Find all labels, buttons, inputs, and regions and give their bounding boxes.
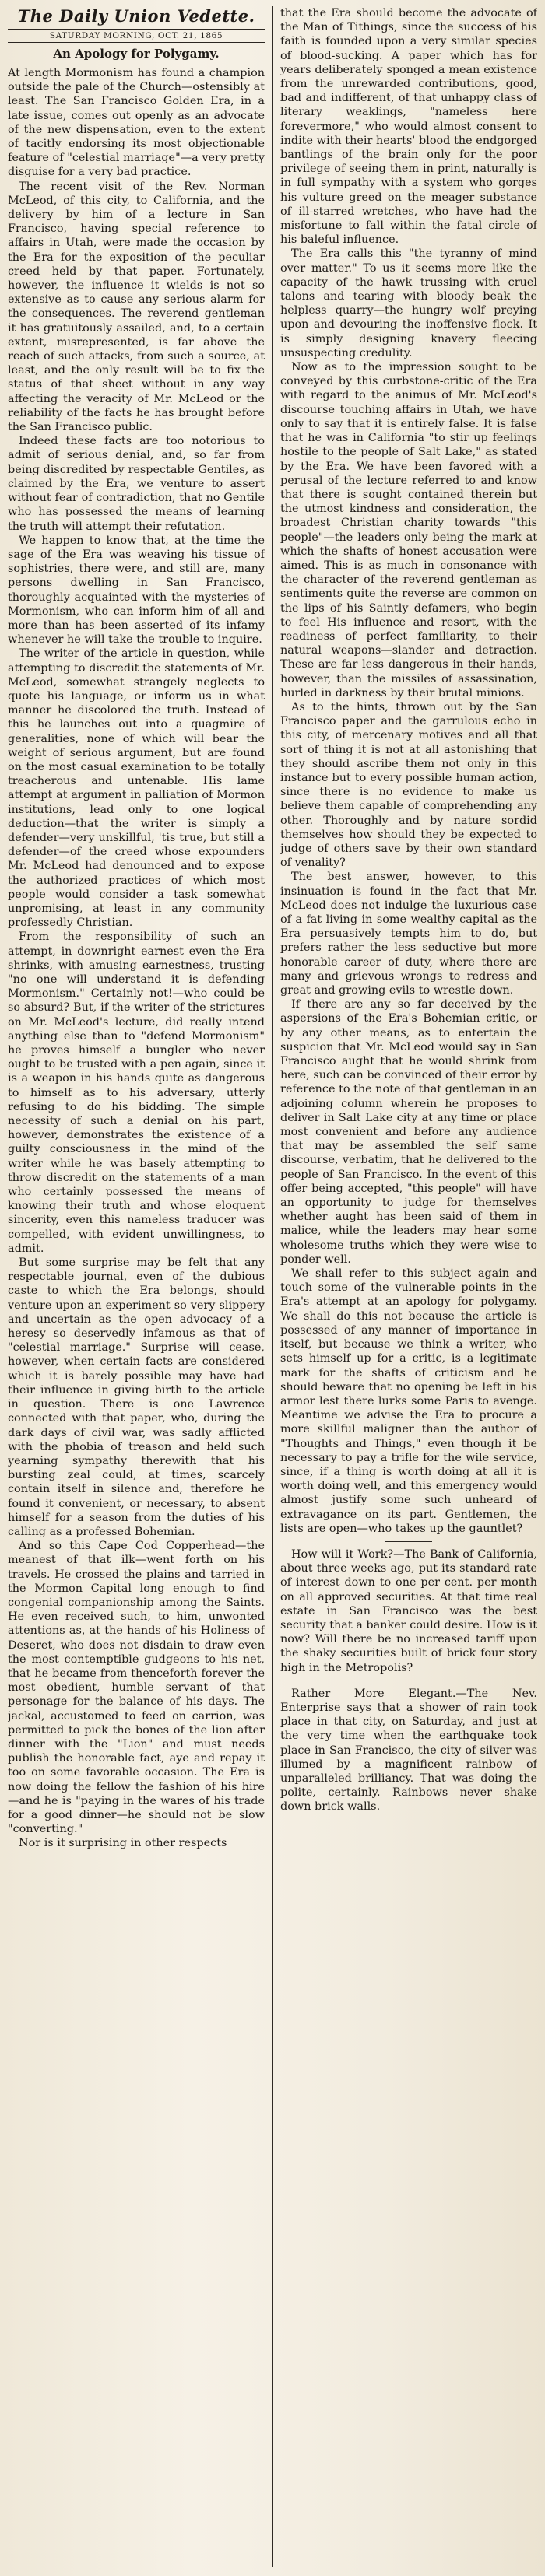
- page-columns: [8, 6, 537, 2567]
- article-continuation: [280, 6, 537, 1536]
- article-paragraph: The writer of the article in question, while attempting to discredit the statements of Mr. McLeod, somewhat strangely neglects to quote his language, or inform us in what manner he discolored the truth. Instead of this he launches out into a quagmire of generalities, none of which will bear the weight of serious argument, but are found on the most casual examination to be totally treacherous and untenable. His lame attempt at argument in palliation of Mormon institutions, lead only to one logical deduction—that the writer is simply a defender—very unskillful, 'tis true, but still a defender—of the creed whose expounders Mr. McLeod had denounced and to expose the authorized practices of which most people would consider a task somewhat unpromising, at least in any community professedly Christian.: [8, 647, 265, 930]
- article-divider: [385, 1541, 432, 1542]
- article-paragraph: We shall refer to this subject again and touch some of the vulnerable points in the Era's attempt at an apology for polygamy. We shall do this not because the article is possessed of any manner of importance in itself, but because we think a writer, who sets himself up for a critic, is a legitimate mark for the shafts of criticism and he should beware that no opening be left in his armor lest there lurks some Paris to avenge. Meantime we advise the Era to procure a more skillful maligner than the author of "Thoughts and Things," even though it be necessary to pay a trifle for the wile service, since, if a thing is worth doing at all it is worth doing well, and this emergency would almost justify some such unheard of extravagance on its part. Gentlemen, the lists are open—who takes up the gauntlet?: [280, 1267, 537, 1535]
- article-paragraph: How will it Work?—The Bank of California, about three weeks ago, put its standard rate of interest down to one per cent. per month on all approved securities. At that time real estate in San Francisco was the best security that a banker could desire. How is it now? Will there be no increased tariff upon the shaky securities built of brick four story high in the Metropolis?: [280, 1547, 537, 1674]
- article-paragraph: And so this Cape Cod Copperhead—the meanest of that ilk—went forth on his travels. He crossed the plains and tarried in the Mormon Capital long enough to find congenial companionship among the Saints. He even received such, to him, unwonted attentions as, at the hands of his Holiness of Deseret, who does not disdain to draw even the most contemptible gudgeons to his net, that he became from thenceforth forever the most obedient, humble servant of that personage for the balance of his days. The jackal, accustomed to feed on carrion, was permitted to pick the bones of the lion after dinner with the "Lion" and must needs publish the honorable fact, aye and repay it too on some favorable occasion. The Era is now doing the fellow the fashion of his hire—and he is "paying in the wares of his trade for a good dinner—he should not be slow "converting.": [8, 1540, 265, 1836]
- right-column: [280, 6, 537, 2567]
- article-paragraph: If there are any so far deceived by the aspersions of the Era's Bohemian critic, or by any other means, as to entertain the suspicion that Mr. McLeod would say in San Francisco aught that he would shrink from here, such can be convinced of their error by reference to the note of that gentleman in an adjoining column wherein he proposes to deliver in Salt Lake city at any time or place most convenient and before any audience that may be assembled the self same discourse, verbatim, that he delivered to the people of San Francisco. In the event of this offer being accepted, "this people" will have an opportunity to judge for themselves whether aught has been said of them in malice, while the leaders may hear some wholesome truths which they were wise to ponder well.: [280, 998, 537, 1266]
- article-paragraph: Indeed these facts are too notorious to admit of serious denial, and, so far from being discredited by respectable Gentiles, as claimed by the Era, we venture to assert without fear of contradiction, that no Gentile who has possessed the means of learning the truth will attempt their refutation.: [8, 435, 265, 533]
- article-paragraph: From the responsibility of such an attempt, in downright earnest even the Era shrinks, with amusing earnestness, trusting "no one will understand it is defending Mormonism." Certainly not!—who could be so absurd? But, if the writer of the strictures on Mr. McLeod's lecture, did really intend anything else than to "defend Mormonism" he proves himself a bungler who never ought to be trusted with a pen again, since it is a weapon in his hands quite as dangerous to himself as to his adversary, utterly refusing to do his bidding. The simple necessity of such a denial on his part, however, demonstrates the existence of a guilty consciousness in the mind of the writer while he was basely attempting to throw discredit on the statements of a man who certainly possessed the means of knowing their truth and whose eloquent sincerity, even this nameless traducer was compelled, with evident unwillingness, to admit.: [8, 931, 265, 1255]
- article-paragraph: The Era calls this "the tyranny of mind over matter." To us it seems more like the capacity of the hawk trussing with cruel talons and tearing with bloody beak the helpless quarry—the hungry wolf preying upon and devouring the inoffensive flock. It is simply designing knavery fleecing unsuspecting credulity.: [280, 247, 537, 359]
- dateline: SATURDAY MORNING, OCT. 21, 1865: [8, 29, 265, 43]
- article-paragraph: The recent visit of the Rev. Norman McLeod, of this city, to California, and the delivery by him of a lecture in San Francisco, having special reference to affairs in Utah, were made the occasion by the Era for the exposition of the peculiar creed held by that paper. Fortunately, however, the influence it wields is not so extensive as to cause any serious alarm for the consequences. The reverend gentleman it has gratuitously assailed, and, to a certain extent, misrepresented, is far above the reach of such attacks, from such a source, at least, and the only result will be to fix the status of that sheet without in any way affecting the veracity of Mr. McLeod or the reliability of the facts he has brought before the San Francisco public.: [8, 180, 265, 434]
- article-paragraph: that the Era should become the advocate of the Man of Tithings, since the success of his faith is founded upon a very similar species of blood-sucking. A paper which has for years deliberately sponged a mean existence from the unrewarded contributions, good, bad and indifferent, of that unhappy class of literary weaklings, "nameless here forevermore," who would almost consent to indite with their hearts' blood the endgorged bantlings of the brain only for the poor privilege of seeing them in print, naturally is in full sympathy with a system who gorges his vulture greed on the meager substance of ill-starred wretches, who have had the misfortune to fall within the fatal circle of his baleful influence.: [280, 7, 537, 247]
- masthead: The Daily Union Vedette.: [17, 6, 255, 26]
- article-rather-more-elegant: [280, 1687, 537, 1814]
- article-paragraph: As to the hints, thrown out by the San Francisco paper and the garrulous echo in this city, of mercenary motives and all that sort of thing it is not at all astonishing that they should ascribe them not only in this instance but to every possible human action, since there is no evidence to make us believe them capable of comprehending any other. Thoroughly and by nature sordid themselves how should they be expected to judge of others save by their own standard of venality?: [280, 700, 537, 870]
- column-rule: [272, 6, 273, 2567]
- article-paragraph: Rather More Elegant.—The Nev. Enterprise says that a shower of rain took place in that city, on Saturday, and just at the very time when the earthquake took place in San Francisco, the city of silver was illumed by a magnificent rainbow of unparalleled brilliancy. That was doing the polite, certainly. Rainbows never shake down brick walls.: [280, 1687, 537, 1814]
- article-paragraph: Now as to the impression sought to be conveyed by this curbstone-critic of the Era with regard to the animus of Mr. McLeod's discourse touching affairs in Utah, we have only to say that it is entirely false. It is false that he was in California "to stir up feelings hostile to the people of Salt Lake," as stated by the Era. We have been favored with a perusal of the lecture referred to and know that there is sought contained therein but the utmost kindness and consideration, the broadest Christian charity towards "this people"—the leaders only being the mark at which the shafts of honest accusation were aimed. This is as much in consonance with the character of the reverend gentleman as sentiments quite the reverse are common on the lips of his Saintly defamers, who begin to feel His influence and resort, with the readiness of perfect familiarity, to their natural weapons—slander and detraction. These are far less dangerous in their hands, however, than the missiles of assassination, hurled in darkness by their brutal minions.: [280, 361, 537, 699]
- article-apology-for-polygamy: [8, 47, 265, 1851]
- left-column: [8, 6, 265, 2567]
- article-bank-of-california: [280, 1547, 537, 1675]
- article-headline: An Apology for Polygamy.: [53, 47, 220, 61]
- article-paragraph: We happen to know that, at the time the sage of the Era was weaving his tissue of sophistries, there were, and still are, many persons dwelling in San Francisco, thoroughly acquainted with the mysteries of Mormonism, who can inform him of all and more than has been asserted of its infamy whenever he will take the trouble to inquire.: [8, 534, 265, 647]
- article-trailing-line: Nor is it surprising in other respects: [19, 1837, 227, 1850]
- article-paragraph: But some surprise may be felt that any respectable journal, even of the dubious caste to which the Era belongs, should venture upon an experiment so very slippery and uncertain as the open advocacy of a heresy so deservedly infamous as that of "celestial marriage." Surprise will cease, however, when certain facts are considered which it is barely possible may have had their influence in giving birth to the article in question. There is one Lawrence connected with that paper, who, during the dark days of civil war, was sadly afflicted with the phobia of treason and held such yearning sympathy therewith that his bursting zeal could, at times, scarcely contain itself in silence and, therefore he found it convenient, or necessary, to absent himself for a season from the duties of his calling as a professed Bohemian.: [8, 1256, 265, 1538]
- article-paragraph: At length Mormonism has found a champion outside the pale of the Church—ostensibly at least. The San Francisco Golden Era, in a late issue, comes out openly as an advocate of the new dispensation, even to the extent of tacitly endorsing its most objectionable feature of "celestial marriage"—a very pretty disguise for a very bad practice.: [8, 67, 265, 179]
- article-paragraph: The best answer, however, to this insinuation is found in the fact that Mr. McLeod does not indulge the luxurious case of a fat living in some wealthy capital as the Era persuasively tempts him to do, but prefers rather the less seductive but more honorable career of duty, where there are many and grievous wrongs to redress and great and growing evils to wrestle down.: [280, 871, 537, 997]
